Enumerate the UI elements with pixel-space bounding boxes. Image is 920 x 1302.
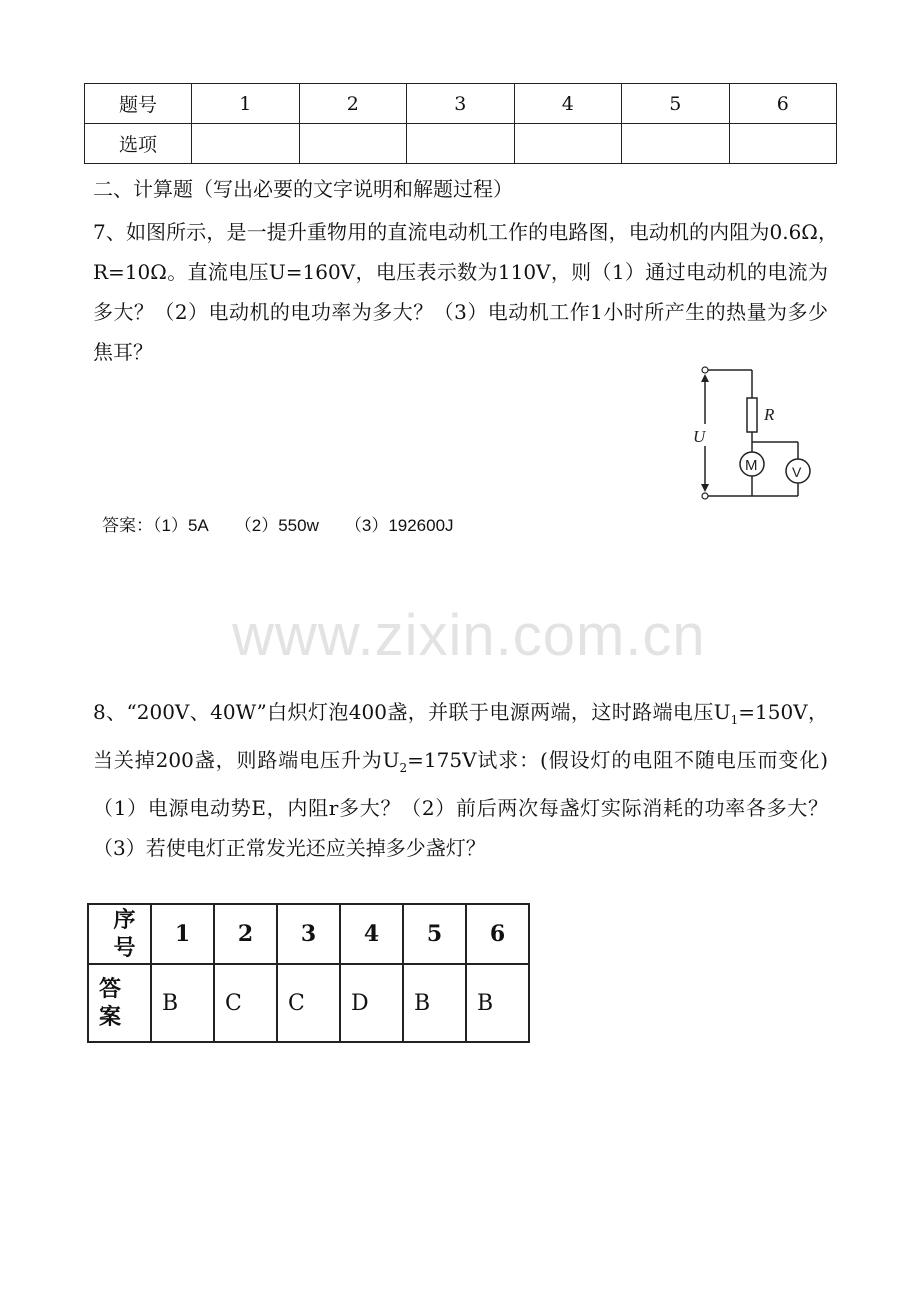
section-title: 二、计算题（写出必要的文字说明和解题过程） xyxy=(93,177,513,201)
answer-sheet-number: 6 xyxy=(729,84,837,124)
question-7-text: 7、如图所示，是一提升重物用的直流电动机工作的电路图，电动机的内阻为0.6Ω， R=10Ω。直流电压U=160V，电压表示数为110V，则（1）通过电动机的电流为多大？（2）电动机的电功率为多大？（3）电动机工作1小时所产生的热量为多少焦耳？ xyxy=(93,220,848,364)
terminal-bottom-icon xyxy=(702,493,708,499)
question-8-part-2: =150V，当关掉200盏，则路端电压升为U xyxy=(93,700,829,772)
answer-key-value: D xyxy=(340,964,403,1042)
motor-label: M xyxy=(745,457,758,474)
voltmeter-label: V xyxy=(792,464,802,480)
answer-sheet-number: 4 xyxy=(514,84,622,124)
answer-key-number: 3 xyxy=(277,904,340,964)
answer-key-row-answers xyxy=(88,964,529,1042)
answer-key-row-label: 序 号 xyxy=(88,904,151,964)
answer-part-1: （1）5A xyxy=(153,516,209,535)
answer-sheet-row-options xyxy=(85,124,837,164)
answer-key-number: 4 xyxy=(340,904,403,964)
terminal-top-icon xyxy=(702,367,708,373)
question-8-part-1: 8、“200V、40W”白炽灯泡400盏，并联于电源两端，这时路端电压U xyxy=(93,700,731,724)
answer-key-value: B xyxy=(403,964,466,1042)
answer-key-value: C xyxy=(277,964,340,1042)
circuit-diagram xyxy=(680,360,830,510)
arrow-up-icon xyxy=(701,374,709,382)
subscript-1: 1 xyxy=(730,713,739,727)
answer-sheet-blank-cell[interactable] xyxy=(514,124,622,164)
answer-sheet-blank-cell[interactable] xyxy=(622,124,730,164)
answer-sheet-number: 2 xyxy=(299,84,407,124)
resistor-symbol xyxy=(747,398,757,432)
answer-sheet-blank-cell[interactable] xyxy=(729,124,837,164)
answer-key-value: C xyxy=(214,964,277,1042)
voltage-label: U xyxy=(693,427,706,446)
answer-key-number: 6 xyxy=(466,904,529,964)
answer-part-3: （3）192600J xyxy=(344,516,454,535)
answer-sheet-row-label: 题号 xyxy=(85,84,192,124)
answer-sheet-row-label: 选项 xyxy=(85,124,192,164)
subscript-2: 2 xyxy=(399,761,408,775)
arrow-down-icon xyxy=(701,484,709,492)
watermark: www.zixin.com.cn xyxy=(232,603,706,668)
answer-sheet-blank-cell[interactable] xyxy=(192,124,300,164)
question-8-part-3: =175V试求：(假设灯的电阻不随电压而变化)（1）电源电动势E，内阻r多大？（2）前后两次每盏灯实际消耗的功率各多大？（3）若使电灯正常发光还应关掉多少盏灯？ xyxy=(93,748,828,860)
answer-sheet-blank-cell[interactable] xyxy=(299,124,407,164)
answer-key-number: 1 xyxy=(151,904,214,964)
answer-key-number: 2 xyxy=(214,904,277,964)
answer-label: 答案： xyxy=(102,516,153,535)
answer-sheet-number: 1 xyxy=(192,84,300,124)
answer-sheet-number: 3 xyxy=(407,84,515,124)
answer-sheet-number: 5 xyxy=(622,84,730,124)
answer-sheet-table xyxy=(84,83,837,164)
answer-key-value: B xyxy=(466,964,529,1042)
resistor-label: R xyxy=(764,405,775,424)
answer-part-2: （2）550w xyxy=(234,516,319,535)
answer-key-table xyxy=(87,903,530,1043)
answer-key-row-label: 答 案 xyxy=(88,964,151,1042)
answer-sheet-blank-cell[interactable] xyxy=(407,124,515,164)
answer-sheet-row-numbers xyxy=(85,84,837,124)
answer-key-row-numbers xyxy=(88,904,529,964)
question-8-text xyxy=(93,692,828,868)
answer-key-value: B xyxy=(151,964,214,1042)
question-7-answer xyxy=(102,511,480,536)
answer-key-number: 5 xyxy=(403,904,466,964)
